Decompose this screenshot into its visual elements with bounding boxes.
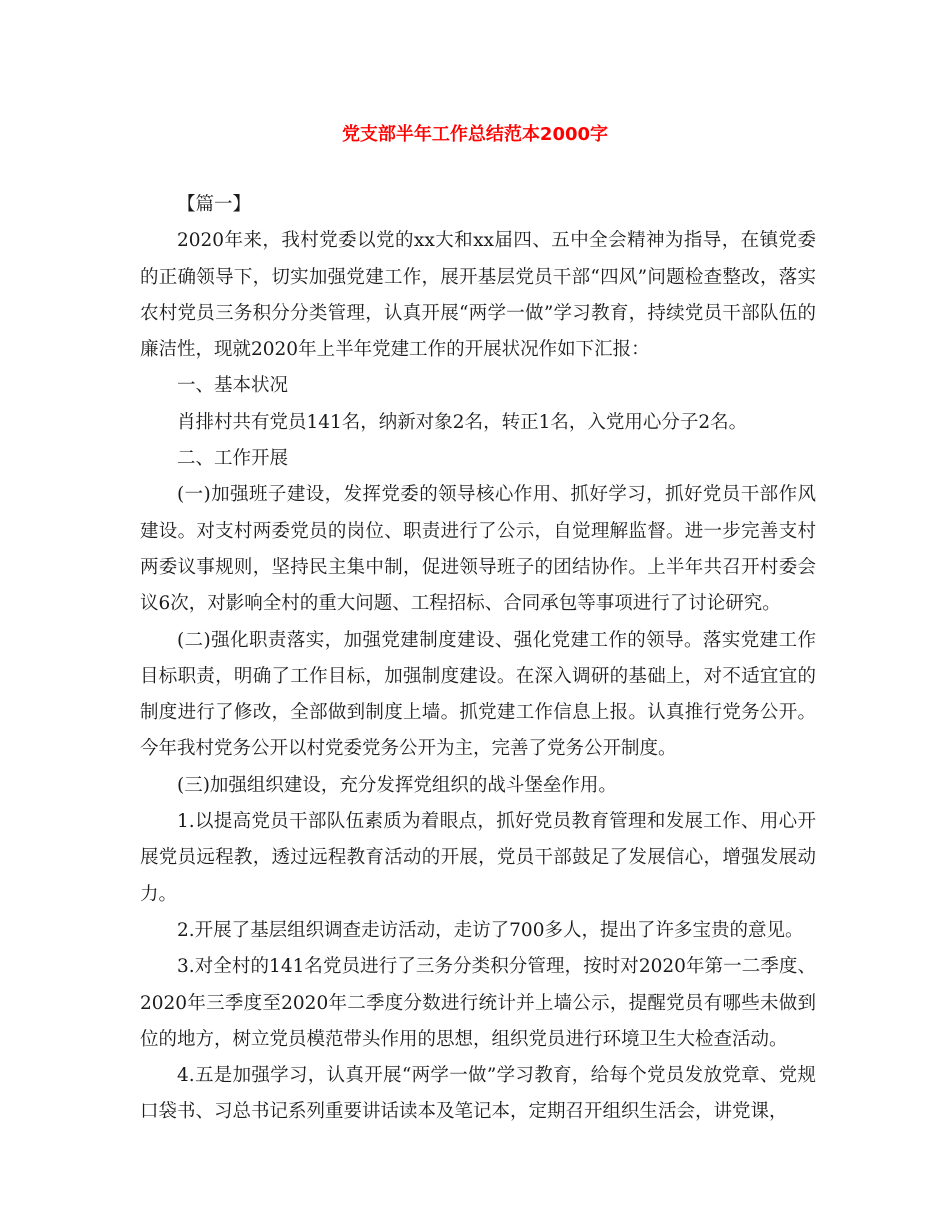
paragraph-organization: (三)加强组织建设，充分发挥党组织的战斗堡垒作用。 xyxy=(177,774,617,796)
paragraph-responsibility: (二)强化职责落实，加强党建制度建设、强化党建工作的领导。落实党建工作目标职责，明确了工作目标，加强制度建设。在深入调研的基础上，对不适宜宜的制度进行了修改，全部做到制度上墙。抓党建工作信息上报。认真推行党务公开。今年我村党务公开以村党委党务公开为主，完善了党务公开制度。 xyxy=(140,629,816,760)
document-title: 党支部半年工作总结范本2000字 xyxy=(341,124,609,145)
list-item-2: 2.开展了基层组织调查走访活动，走访了700多人，提出了许多宝贵的意见。 xyxy=(177,919,804,941)
paragraph-team-building: (一)加强班子建设，发挥党委的领导核心作用、抓好学习，抓好党员干部作风建设。对支村两委党员的岗位、职责进行了公示，自觉理解监督。进一步完善支村两委议事规则，坚持民主集中制，促进领导班子的团结协作。上半年共召开村委会议6次，对影响全村的重大问题、工程招标、合同承包等事项进行了讨论研究。 xyxy=(140,484,816,615)
list-item-1: 1.以提高党员干部队伍素质为着眼点，抓好党员教育管理和发展工作、用心开展党员远程教，透过远程教育活动的开展，党员干部鼓足了发展信心，增强发展动力。 xyxy=(140,811,816,905)
paragraph-member-count: 肖排村共有党员141名，纳新对象2名，转正1名，入党用心分子2名。 xyxy=(177,411,748,433)
heading-work-progress: 二、工作开展 xyxy=(177,448,289,470)
list-item-4: 4.五是加强学习，认真开展“两学一做”学习教育，给每个党员发放党章、党规口袋书、习总书记系列重要讲话读本及笔记本，定期召开组织生活会，讲党课， xyxy=(140,1065,816,1123)
heading-basic-status: 一、基本状况 xyxy=(177,375,289,397)
paragraph-intro: 2020年来，我村党委以党的xx大和xx届四、五中全会精神为指导，在镇党委的正确领导下，切实加强党建工作，展开基层党员干部“四风”问题检查整改，落实农村党员三务积分分类管理，认真开展“两学一做”学习教育，持续党员干部队伍的廉洁性，现就2020年上半年党建工作的开展状况作如下汇报： xyxy=(140,230,816,361)
document-body xyxy=(140,187,816,1131)
section-heading: 【篇一】 xyxy=(177,194,252,215)
list-item-3: 3.对全村的141名党员进行了三务分类积分管理，按时对2020年第一二季度、2020年三季度至2020年二季度分数进行统计并上墙公示，提醒党员有哪些未做到位的地方，树立党员模范带头作用的思想，组织党员进行环境卫生大检查活动。 xyxy=(140,956,816,1050)
